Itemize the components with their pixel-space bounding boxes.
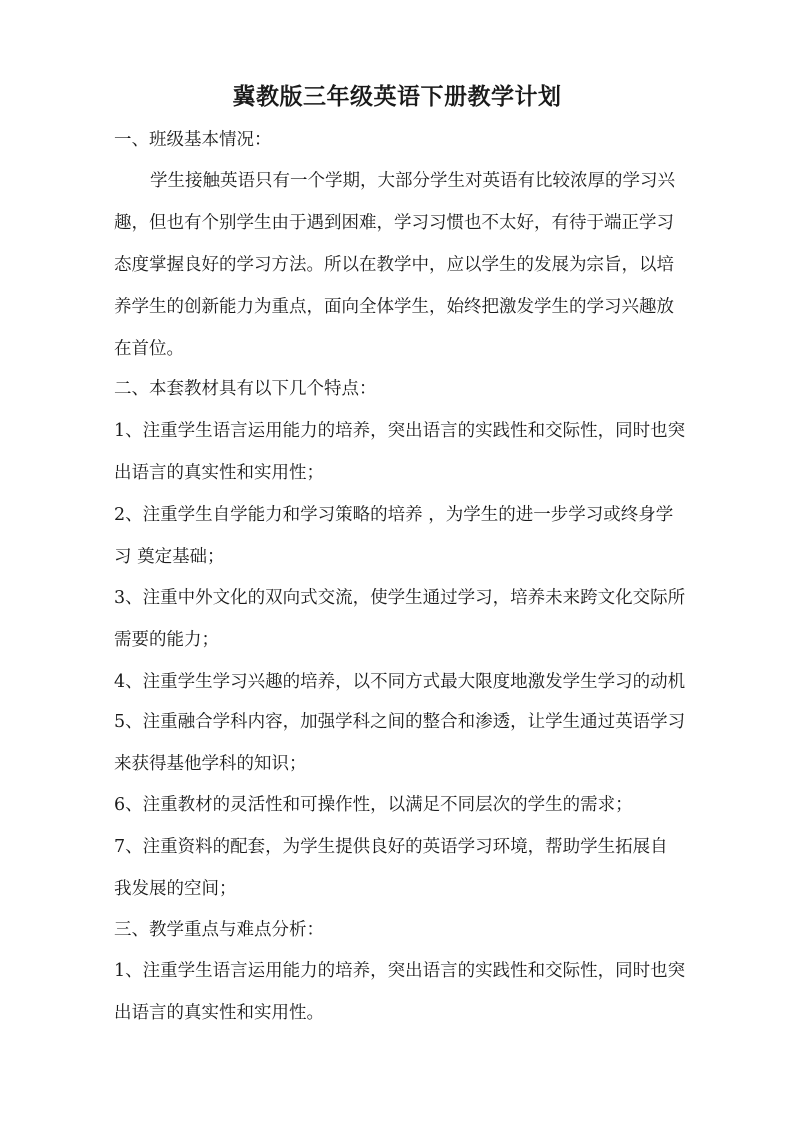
list-item-line: 习 奠定基础；: [114, 547, 225, 567]
list-item-line: 3、注重中外文化的双向式交流，使学生通过学习，培养未来跨文化交际所: [114, 588, 686, 608]
list-item-line: 2、注重学生自学能力和学习策略的培养 ，为学生的进一步学习或终身学: [114, 505, 674, 525]
list-item-line: 出语言的真实性和实用性。: [114, 1003, 324, 1023]
section-heading-class-situation: 一、班级基本情况：: [114, 130, 272, 150]
list-item-line: 来获得基他学科的知识；: [114, 754, 307, 774]
paragraph-line: 学生接触英语只有一个学期，大部分学生对英语有比较浓厚的学习兴: [150, 171, 675, 191]
list-item-line: 6、注重教材的灵活性和可操作性，以满足不同层次的学生的需求；: [114, 795, 633, 815]
list-item-line: 需要的能力；: [114, 630, 219, 650]
list-item-line: 7、注重资料的配套，为学生提供良好的英语学习环境，帮助学生拓展自: [114, 837, 668, 857]
paragraph-line: 态度掌握良好的学习方法。所以在教学中，应以学生的发展为宗旨，以培: [114, 255, 674, 275]
paragraph-line: 养学生的创新能力为重点，面向全体学生，始终把激发学生的学习兴趣放: [114, 297, 674, 317]
paragraph-line: 在首位。: [114, 339, 184, 359]
section-heading-key-points: 三、教学重点与难点分析：: [114, 920, 324, 940]
list-item-line: 1、注重学生语言运用能力的培养，突出语言的实践性和交际性，同时也突: [114, 961, 686, 981]
list-item-line: 我发展的空间；: [114, 879, 237, 899]
document-title: 冀教版三年级英语下册教学计划: [232, 83, 562, 110]
list-item-line: 1、注重学生语言运用能力的培养，突出语言的实践性和交际性，同时也突: [114, 421, 686, 441]
list-item-line: 4、注重学生学习兴趣的培养，以不同方式最大限度地激发学生学习的动机: [114, 672, 686, 692]
list-item-line: 5、注重融合学科内容，加强学科之间的整合和渗透，让学生通过英语学习: [114, 712, 686, 732]
list-item-line: 出语言的真实性和实用性；: [114, 463, 324, 483]
section-heading-textbook-features: 二、本套教材具有以下几个特点：: [114, 379, 377, 399]
paragraph-line: 趣，但也有个别学生由于遇到困难，学习习惯也不太好，有待于端正学习: [114, 213, 674, 233]
